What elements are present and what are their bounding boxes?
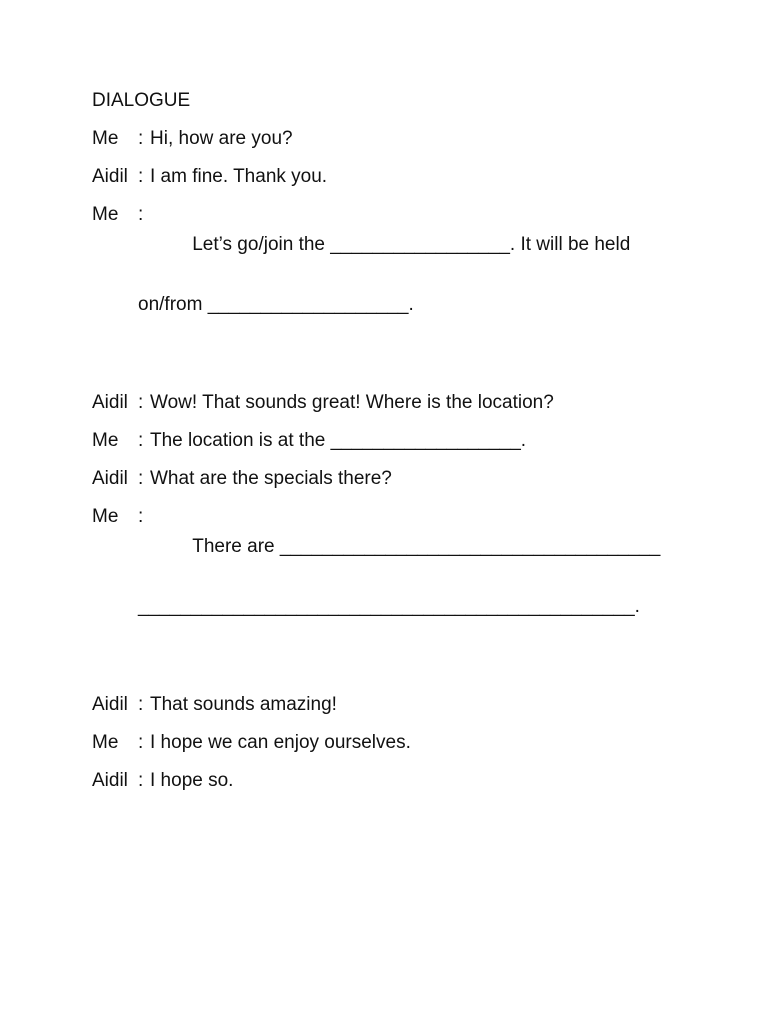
speaker-label: Aidil (92, 166, 128, 187)
dialogue-text-block (138, 502, 732, 682)
dialogue-continuation: _______________________________________________. (138, 596, 640, 617)
dialogue-line-7 (92, 502, 732, 682)
speaker-colon: : (138, 468, 144, 489)
speaker-label: Me (92, 430, 119, 451)
dialogue-text-block (138, 200, 732, 380)
speaker-colon: : (138, 392, 144, 413)
dialogue-line-10 (92, 766, 732, 796)
speaker-colon: : (138, 430, 144, 451)
dialogue-text: Let’s go/join the _________________. It will be held (192, 234, 631, 255)
dialogue-text: That sounds amazing! (150, 694, 337, 715)
dialogue-document (92, 86, 732, 804)
dialogue-continuation: on/from ___________________. (138, 294, 414, 315)
speaker-colon: : (138, 770, 144, 791)
dialogue-line-9 (92, 728, 732, 758)
speaker-label: Aidil (92, 694, 128, 715)
speaker-colon: : (138, 128, 144, 149)
speaker-label: Aidil (92, 468, 128, 489)
dialogue-line-1 (92, 124, 732, 154)
dialogue-text: There are ____________________________________ (192, 536, 661, 557)
dialogue-text: What are the specials there? (150, 468, 392, 489)
dialogue-line-2 (92, 162, 732, 192)
speaker-label: Me (92, 128, 119, 149)
speaker-colon: : (138, 506, 144, 527)
dialogue-text: The location is at the __________________. (150, 430, 527, 451)
dialogue-line-4 (92, 388, 732, 418)
speaker-colon: : (138, 732, 144, 753)
speaker-label: Aidil (92, 770, 128, 791)
dialogue-text: I hope so. (150, 770, 234, 791)
dialogue-text: I am fine. Thank you. (150, 166, 328, 187)
speaker-label: Me (92, 506, 119, 527)
speaker-colon: : (138, 166, 144, 187)
speaker-colon: : (138, 204, 144, 225)
speaker-label: Me (92, 732, 119, 753)
dialogue-line-8 (92, 690, 732, 720)
dialogue-line-5 (92, 426, 732, 456)
dialogue-text: Hi, how are you? (150, 128, 293, 149)
dialogue-line-6 (92, 464, 732, 494)
speaker-colon: : (138, 694, 144, 715)
dialogue-text: Wow! That sounds great! Where is the location? (150, 392, 554, 413)
document-title: DIALOGUE (92, 90, 191, 111)
speaker-label: Aidil (92, 392, 128, 413)
dialogue-text: I hope we can enjoy ourselves. (150, 732, 411, 753)
speaker-label: Me (92, 204, 119, 225)
dialogue-line-3 (92, 200, 732, 380)
